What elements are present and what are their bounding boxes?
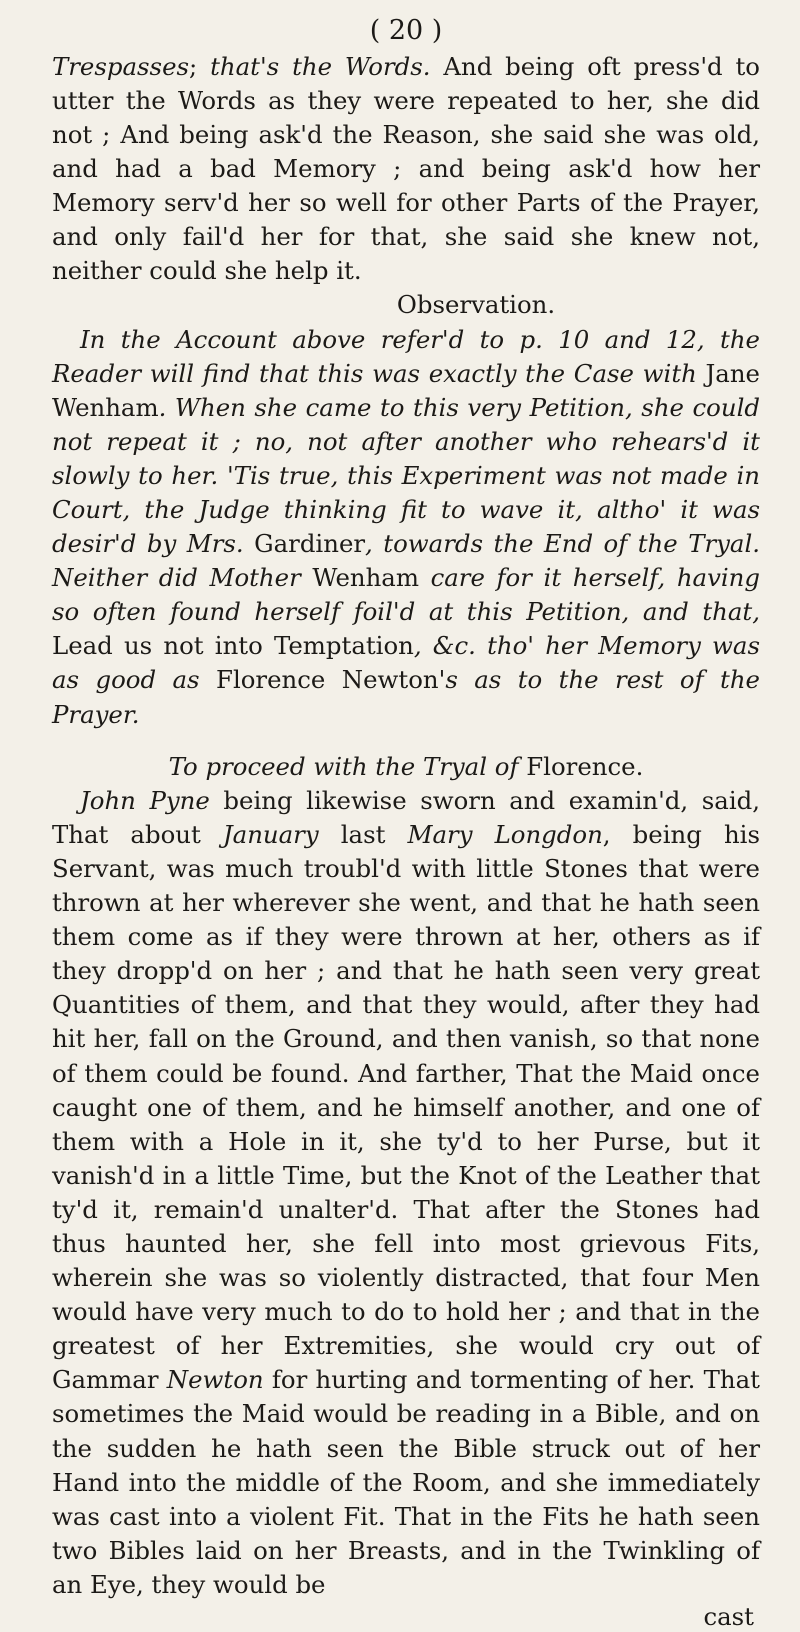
italic-month: January xyxy=(222,819,319,849)
section-heading xyxy=(52,750,760,784)
heading-italic: To proceed with the Tryal of xyxy=(168,751,527,781)
name-run: Florence Newton xyxy=(216,665,439,695)
observation-heading: Observation. xyxy=(396,290,556,320)
italic-name: Newton xyxy=(166,1365,264,1395)
heading-end: . xyxy=(635,751,644,781)
italic-run: care for it herself, having so often found herself foil'd at this Petition, and that, xyxy=(52,563,760,627)
page-number: ( 20 ) xyxy=(369,15,443,46)
quote-run: Lead us not into Temptation xyxy=(52,631,414,661)
text-run: ; xyxy=(189,51,211,81)
italic-name: Mary Longdon xyxy=(407,819,603,849)
observation-paragraph xyxy=(52,323,760,732)
name-run: Jane Wenham xyxy=(52,358,760,422)
name-run: Wenham xyxy=(312,563,419,593)
catchword: cast xyxy=(703,1602,754,1632)
text-run: being likewise sworn and examin'd, said, That about xyxy=(52,785,760,849)
text-run: And being oft press'd to utter the Words as they were repeated to her, she did not ; And being ask'd the Reason, she said she was old, and had a bad Memory ; and being ask'd how her Memory serv'd her so well for other Parts of the Prayer, and only fail'd her for that, she said she knew not, neither could she help it. xyxy=(52,51,760,286)
italic-run: . When she came to this very Petition, she could not repeat it ; no, not after another who rehears'd it slowly to her. 'Tis true, this Experiment was not made in Court, the Judge thinking fit to wave it, altho' it was desir'd by xyxy=(52,392,760,559)
italic-run: , towards the End of the Tryal. Neither did Mother xyxy=(52,529,761,593)
italic-run: , &c. tho' her Memory was as good as xyxy=(52,631,760,695)
italic-run: Mrs. xyxy=(186,529,244,559)
text-run: for hurting and tormenting of her. That sometimes the Maid would be reading in a Bible, and on the sudden he hath seen the Bible struck out of her Hand into the middle of the Room, and she immediately was cast into a violent Fit. That in the Fits he hath seen two Bibles laid on her Breasts, and in the Twinkling of an Eye, they would be xyxy=(52,1365,760,1599)
italic-run: 's as to the rest of the Prayer. xyxy=(52,665,760,729)
heading-name: Florence xyxy=(526,751,636,781)
italic-name: John Pyne xyxy=(80,785,210,815)
italic-run: In the Account above refer'd to p. 10 and 12, the Reader will find that this was exactly the Case with xyxy=(52,324,760,388)
paragraph-trespasses xyxy=(52,50,760,289)
italic-phrase: that's the Words. xyxy=(210,51,431,81)
name-run: Gardiner xyxy=(243,529,366,559)
testimony-paragraph xyxy=(52,784,760,1602)
text-run: last xyxy=(318,819,408,849)
italic-word: Trespasses xyxy=(52,51,190,81)
text-run: , being his Servant, was much troubl'd with little Stones that were thrown at her wherever she went, and that he hath seen them come as if they were thrown at her, others as if they dropp'd on her ; and that he hath seen very great Quantities of them, and that they would, after they had hit her, fall on the Ground, and then vanish, so that none of them could be found. And farther, That the Maid once caught one of them, and he himself another, and one of them with a Hole in it, she ty'd to her Purse, but it vanish'd in a little Time, but the Knot of the Leather that ty'd it, remain'd unalter'd. That after the Stones had thus haunted her, she fell into most grievous Fits, wherein she was so violently distracted, that four Men would have very much to do to hold her ; and that in the greatest of her Extremities, she would cry out of Gammar xyxy=(52,819,760,1395)
